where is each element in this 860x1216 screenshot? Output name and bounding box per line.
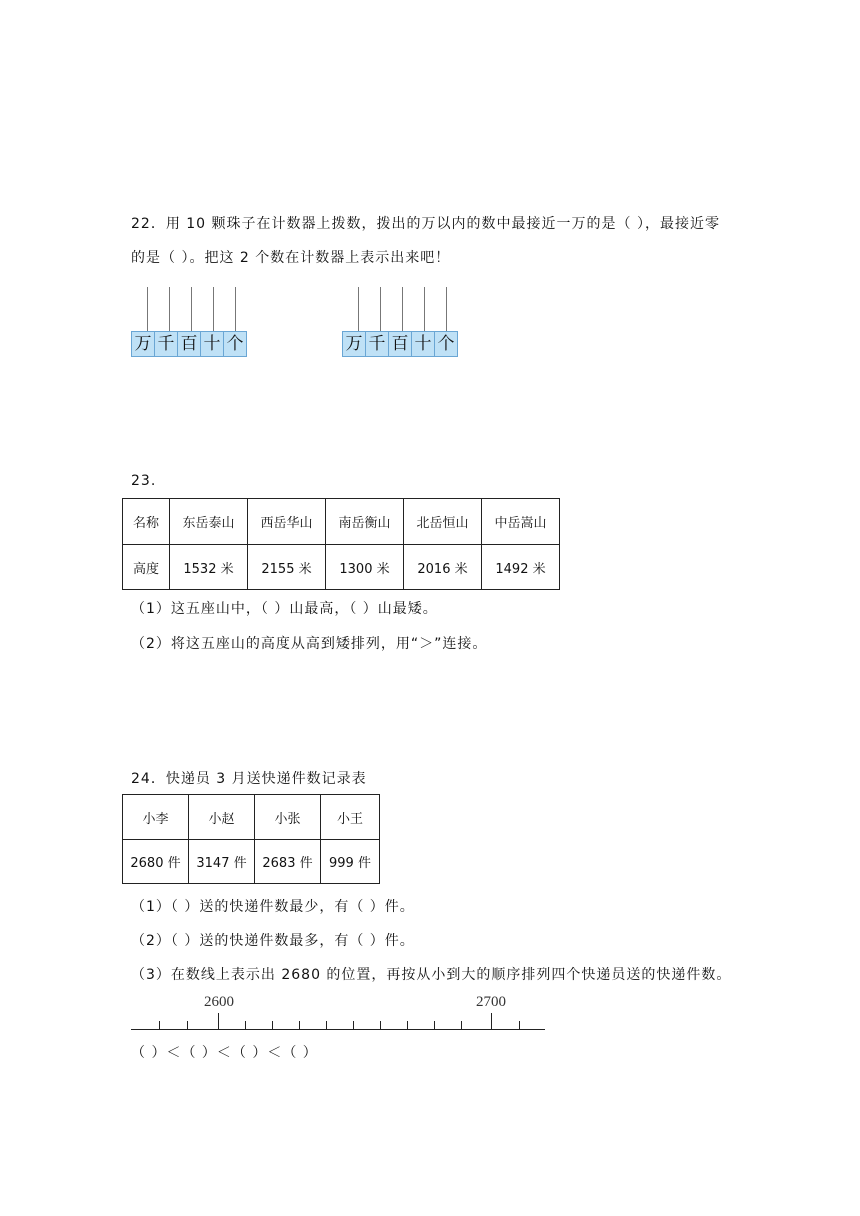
abacus-rod — [235, 287, 236, 331]
abacus-label-wan: 万 — [342, 331, 366, 357]
abacus-label-shi: 十 — [411, 331, 435, 357]
abacus-label-wan: 万 — [131, 331, 155, 357]
table-cell: 1300 米 — [326, 545, 404, 590]
numline-tick — [272, 1021, 273, 1029]
numline-tick — [407, 1021, 408, 1029]
abacus-label-qian: 千 — [365, 331, 389, 357]
abacus-rod — [424, 287, 425, 331]
table-row — [123, 499, 560, 545]
q23-sub1: （1）这五座山中，（ ）山最高，（ ）山最矮。 — [131, 601, 438, 617]
table-cell: 999 件 — [321, 840, 380, 884]
numline-label-2700: 2700 — [476, 994, 506, 1010]
table-cell: 3147 件 — [189, 840, 255, 884]
table-cell: 名称 — [123, 499, 170, 545]
q24-sub2: （2）（ ）送的快递件数最多，有（ ）件。 — [131, 933, 415, 949]
delivery-table — [122, 794, 380, 884]
abacus-rod — [147, 287, 148, 331]
table-row — [123, 840, 380, 884]
q23-sub2: （2）将这五座山的高度从高到矮排列，用“＞”连接。 — [131, 636, 488, 652]
q24-sub1: （1）（ ）送的快递件数最少，有（ ）件。 — [131, 899, 415, 915]
abacus-rod — [191, 287, 192, 331]
mountain-table — [122, 498, 560, 590]
numline-tick — [461, 1021, 462, 1029]
table-cell: 小王 — [321, 795, 380, 840]
table-cell: 中岳嵩山 — [482, 499, 560, 545]
numline-tick — [299, 1021, 300, 1029]
table-cell: 2155 米 — [248, 545, 326, 590]
abacus-rod — [380, 287, 381, 331]
numline-label-2600: 2600 — [204, 994, 234, 1010]
abacus-rod — [446, 287, 447, 331]
abacus-label-bai: 百 — [388, 331, 412, 357]
table-cell: 1492 米 — [482, 545, 560, 590]
table-row — [123, 545, 560, 590]
abacus-rod — [169, 287, 170, 331]
q24-title: 24．快递员 3 月送快递件数记录表 — [131, 771, 367, 787]
q24-order-blanks: （ ）＜（ ）＜（ ）＜（ ） — [131, 1045, 318, 1061]
numline-tick — [245, 1021, 246, 1029]
table-cell: 小张 — [255, 795, 321, 840]
q22-text-line1: 22．用 10 颗珠子在计数器上拨数，拨出的万以内的数中最接近一万的是（ ），最接近零 — [131, 216, 720, 232]
numline-tick — [380, 1021, 381, 1029]
numline-tick — [187, 1021, 188, 1029]
numline-axis — [131, 1029, 545, 1030]
table-cell: 2016 米 — [404, 545, 482, 590]
table-cell: 2683 件 — [255, 840, 321, 884]
table-cell: 小赵 — [189, 795, 255, 840]
numline-tick — [353, 1021, 354, 1029]
abacus-label-ge: 个 — [434, 331, 458, 357]
abacus-rod — [358, 287, 359, 331]
numline-tick — [326, 1021, 327, 1029]
q24-sub3: （3）在数线上表示出 2680 的位置，再按从小到大的顺序排列四个快递员送的快递件数。 — [131, 967, 732, 983]
numline-tick-major — [218, 1013, 219, 1029]
numline-tick-major — [491, 1013, 492, 1029]
numline-tick — [159, 1021, 160, 1029]
abacus-label-ge: 个 — [223, 331, 247, 357]
table-cell: 西岳华山 — [248, 499, 326, 545]
table-cell: 小李 — [123, 795, 189, 840]
table-row — [123, 795, 380, 840]
abacus-rod — [213, 287, 214, 331]
abacus-label-bai: 百 — [177, 331, 201, 357]
table-cell: 北岳恒山 — [404, 499, 482, 545]
table-cell: 高度 — [123, 545, 170, 590]
abacus-right — [342, 287, 466, 357]
abacus-rod — [402, 287, 403, 331]
table-cell: 2680 件 — [123, 840, 189, 884]
q22-text-line2: 的是（ ）。把这 2 个数在计数器上表示出来吧！ — [131, 250, 451, 266]
abacus-left — [131, 287, 255, 357]
q23-number: 23. — [131, 473, 157, 489]
table-cell: 1532 米 — [170, 545, 248, 590]
abacus-label-qian: 千 — [154, 331, 178, 357]
numline-tick — [434, 1021, 435, 1029]
abacus-label-shi: 十 — [200, 331, 224, 357]
table-cell: 南岳衡山 — [326, 499, 404, 545]
numline-tick — [519, 1021, 520, 1029]
table-cell: 东岳泰山 — [170, 499, 248, 545]
